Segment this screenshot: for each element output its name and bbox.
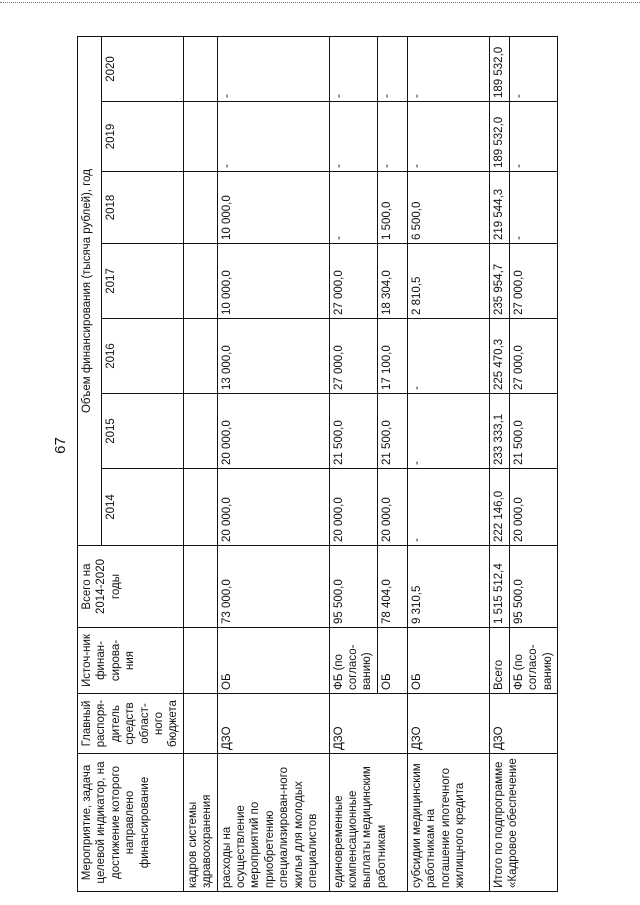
value-cell: 20 000,0 bbox=[329, 469, 377, 546]
value-cell: - bbox=[377, 36, 407, 101]
header-year: 2014 bbox=[101, 469, 183, 546]
value-cell: 10 000,0 bbox=[217, 172, 329, 244]
value-cell: 225 470,3 bbox=[489, 319, 509, 394]
value-cell: - bbox=[509, 172, 557, 244]
manager-cell: ДЗО bbox=[407, 694, 489, 754]
header-year: 2020 bbox=[101, 36, 183, 101]
measure-cell: субсидии медицинским работникам на погашение ипотечного жилищного кредита bbox=[407, 754, 489, 892]
header-year: 2019 bbox=[101, 102, 183, 172]
source-cell: ФБ (по согласо-ванию) bbox=[509, 628, 557, 694]
value-cell: - bbox=[407, 319, 489, 394]
total-cell: 73 000,0 bbox=[217, 546, 329, 628]
value-cell: - bbox=[407, 469, 489, 546]
value-cell: 10 000,0 bbox=[217, 244, 329, 319]
page-number: 67 bbox=[51, 437, 69, 454]
value-cell: 20 000,0 bbox=[509, 469, 557, 546]
header-manager: Главный распоря-дитель средств област-ного бюджета bbox=[78, 694, 184, 754]
source-cell: ОБ bbox=[377, 628, 407, 694]
value-cell: - bbox=[407, 394, 489, 469]
value-cell: 189 532,0 bbox=[489, 36, 509, 101]
header-source: Источ-ник финан-сирова-ния bbox=[78, 628, 184, 694]
source-cell: Всего bbox=[489, 628, 509, 694]
value-cell: 27 000,0 bbox=[509, 244, 557, 319]
source-cell: ОБ bbox=[217, 628, 329, 694]
table-row bbox=[329, 36, 377, 891]
value-cell: - bbox=[217, 36, 329, 101]
financing-table bbox=[77, 36, 558, 892]
header-year: 2018 bbox=[101, 172, 183, 244]
scan-edge-artifact bbox=[0, 2, 640, 5]
value-cell: 222 146,0 bbox=[489, 469, 509, 546]
caption-cell: кадров системы здравоохранения bbox=[183, 754, 217, 892]
header-measure: Мероприятие, задача целевой индикатор, на достижение которого направлено финансирование bbox=[78, 754, 184, 892]
header-year: 2015 bbox=[101, 394, 183, 469]
value-cell: - bbox=[509, 36, 557, 101]
value-cell: 21 500,0 bbox=[509, 394, 557, 469]
measure-cell: Итого по подпрограмме «Кадровое обеспечение bbox=[489, 754, 557, 892]
table-row bbox=[407, 36, 489, 891]
value-cell: - bbox=[407, 36, 489, 101]
value-cell: - bbox=[329, 36, 377, 101]
value-cell: 233 333,1 bbox=[489, 394, 509, 469]
value-cell: 13 000,0 bbox=[217, 319, 329, 394]
manager-cell: ДЗО bbox=[489, 694, 557, 754]
value-cell: 17 100,0 bbox=[377, 319, 407, 394]
value-cell: - bbox=[329, 102, 377, 172]
manager-cell: ДЗО bbox=[217, 694, 329, 754]
measure-cell: единовременные компенсационные выплаты медицинским работникам bbox=[329, 754, 407, 892]
value-cell: 1 500,0 bbox=[377, 172, 407, 244]
value-cell: 6 500,0 bbox=[407, 172, 489, 244]
manager-cell: ДЗО bbox=[329, 694, 407, 754]
value-cell: 20 000,0 bbox=[217, 469, 329, 546]
rotated-table-container bbox=[77, 37, 554, 892]
header-year: 2017 bbox=[101, 244, 183, 319]
measure-cell: расходы на осуществление мероприятий по приобретению специализирован-ного жилья для молодых специалистов bbox=[217, 754, 329, 892]
value-cell: 2 810,5 bbox=[407, 244, 489, 319]
value-cell: 20 000,0 bbox=[377, 469, 407, 546]
value-cell: 21 500,0 bbox=[377, 394, 407, 469]
value-cell: - bbox=[217, 102, 329, 172]
value-cell: 27 000,0 bbox=[509, 319, 557, 394]
value-cell: 27 000,0 bbox=[329, 319, 377, 394]
value-cell: 27 000,0 bbox=[329, 244, 377, 319]
total-cell: 9 310,5 bbox=[407, 546, 489, 628]
table-row bbox=[217, 36, 329, 891]
total-cell: 78 404,0 bbox=[377, 546, 407, 628]
total-cell: 95 500,0 bbox=[329, 546, 377, 628]
caption-row bbox=[183, 36, 217, 891]
value-cell: - bbox=[509, 102, 557, 172]
value-cell: 219 544,3 bbox=[489, 172, 509, 244]
table-row bbox=[489, 36, 509, 891]
value-cell: 235 954,7 bbox=[489, 244, 509, 319]
header-volume: Объем финансирования (тысяча рублей), год bbox=[78, 36, 102, 545]
value-cell: - bbox=[407, 102, 489, 172]
value-cell: - bbox=[329, 172, 377, 244]
value-cell: 18 304,0 bbox=[377, 244, 407, 319]
header-year: 2016 bbox=[101, 319, 183, 394]
header-total: Всего на 2014-2020 годы bbox=[78, 546, 184, 628]
total-cell: 1 515 512,4 bbox=[489, 546, 509, 628]
source-cell: ФБ (по согласо-ванию) bbox=[329, 628, 377, 694]
value-cell: 21 500,0 bbox=[329, 394, 377, 469]
value-cell: - bbox=[377, 102, 407, 172]
total-cell: 95 500,0 bbox=[509, 546, 557, 628]
value-cell: 20 000,0 bbox=[217, 394, 329, 469]
value-cell: 189 532,0 bbox=[489, 102, 509, 172]
source-cell: ОБ bbox=[407, 628, 489, 694]
